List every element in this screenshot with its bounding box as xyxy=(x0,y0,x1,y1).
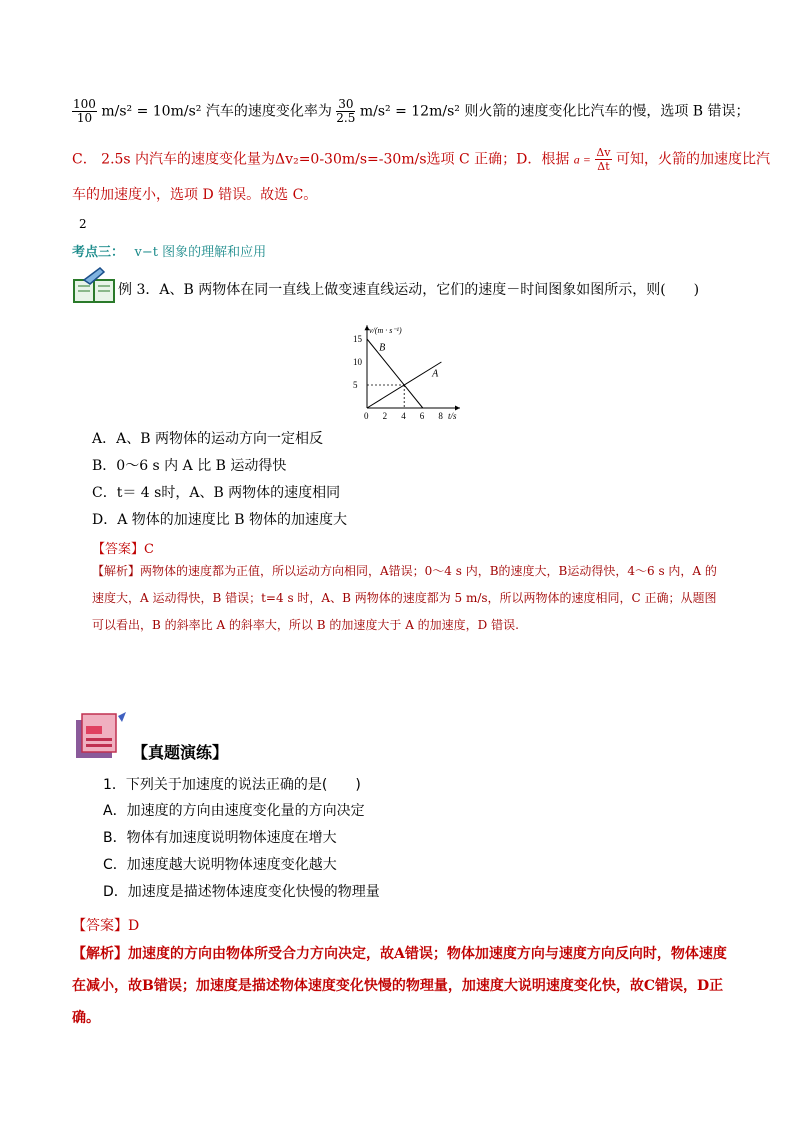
practice-question-1: 1．下列关于加速度的说法正确的是( ) xyxy=(103,777,361,793)
top-line-2: C． 2.5s 内汽车的速度变化量为Δv₂=0-30m/s=-30m/s选项 C 正确；D．根据 a = $\frac{\Delta v}{\Delta t}$ 可知，火箭的加速度比汽 xyxy=(72,146,770,173)
fraction-dv-dt: $\frac{\Delta v}{\Delta t}$ xyxy=(596,146,611,173)
practice-title: 【真题演练】 xyxy=(132,743,229,762)
x-tick-label-2: 2 xyxy=(382,411,388,421)
example-option-d: D．A 物体的加速度比 B 物体的加速度大 xyxy=(92,512,347,528)
x-tick-label-4: 4 xyxy=(401,411,406,421)
book-pencil-icon xyxy=(70,266,122,306)
example-option-b: B．0～6 s 内 A 比 B 运动得快 xyxy=(92,458,287,474)
x-axis-arrow xyxy=(455,406,460,411)
practice-answer: 【答案】D xyxy=(72,918,140,934)
example-option-a: A．A、B 两物体的运动方向一定相反 xyxy=(92,431,323,447)
example-answer: 【答案】C xyxy=(92,542,154,557)
series-label-A: A xyxy=(432,368,439,380)
example-analysis: 【解析】两物体的速度都为正值，所以运动方向相同，A错误；0～4 s 内，B的速度大，B运动得快，4～6 s 内，A 的速度大，A 运动得快，B 错误；t=4 s 时，A、B 两物体的速度都为 5 m/s，所以两物体的速度相同，C 正确；从题图可以看出，B 的斜率比 A 的斜率大，所以 B 的加速度大于 A 的加速度，D 错误. xyxy=(92,564,717,632)
series-label-B: B xyxy=(379,342,386,354)
vt-chart-svg xyxy=(340,310,490,422)
practice-analysis: 【解析】加速度的方向由物体所受合力方向决定，故A错误；物体加速度方向与速度方向反向时，物体速度在减小，故B错误；加速度是描述物体速度变化快慢的物理量，加速度大说明速度变化快，故C错误，D正确。 xyxy=(72,946,727,1026)
x-tick-label-8: 8 xyxy=(438,411,443,421)
example-option-c: C．t＝ 4 s时，A、B 两物体的速度相同 xyxy=(92,485,341,501)
top-line-1: $\frac{100}{10}$ m/s² = 10m/s² 汽车的速度变化率为 $\frac{30}{2.5}$ m/s² = 12m/s² 则火箭的速度变化比汽车的慢，选项 B 错误； xyxy=(73,97,750,125)
practice-option-c: C．加速度越大说明物体速度变化越大 xyxy=(103,857,337,873)
section-heading: 考点三： v−t 图象的理解和应用 xyxy=(72,245,267,260)
x-tick-label-6: 6 xyxy=(419,411,425,421)
practice-option-b: B．物体有加速度说明物体速度在增大 xyxy=(103,830,337,846)
fraction-30-2.5: $\frac{30}{2.5}$ xyxy=(336,97,356,125)
y-tick-label-15: 15 xyxy=(353,334,362,344)
document-stack-icon xyxy=(72,710,130,762)
x-tick-label-0: 0 xyxy=(364,411,369,421)
practice-option-a: A．加速度的方向由速度变化量的方向决定 xyxy=(103,803,365,819)
y-tick-label-5: 5 xyxy=(353,380,358,390)
y-tick-label-10: 10 xyxy=(353,357,362,367)
top-line-3: 车的加速度小，选项 D 错误。故选 C。 xyxy=(72,187,318,203)
y-axis-label: v/(m · s⁻¹) xyxy=(369,326,402,336)
fraction-100-10: $\frac{100}{10}$ xyxy=(73,97,96,125)
x-axis-label: t/s xyxy=(448,411,457,421)
practice-option-d: D．加速度是描述物体速度变化快慢的物理量 xyxy=(103,884,380,900)
example-question: 例 3．A、B 两物体在同一直线上做变速直线运动，它们的速度－时间图象如图所示，则( ) xyxy=(118,282,700,298)
page-number: 2 xyxy=(79,217,87,231)
vt-chart xyxy=(340,310,490,422)
series-line-B xyxy=(367,339,423,408)
